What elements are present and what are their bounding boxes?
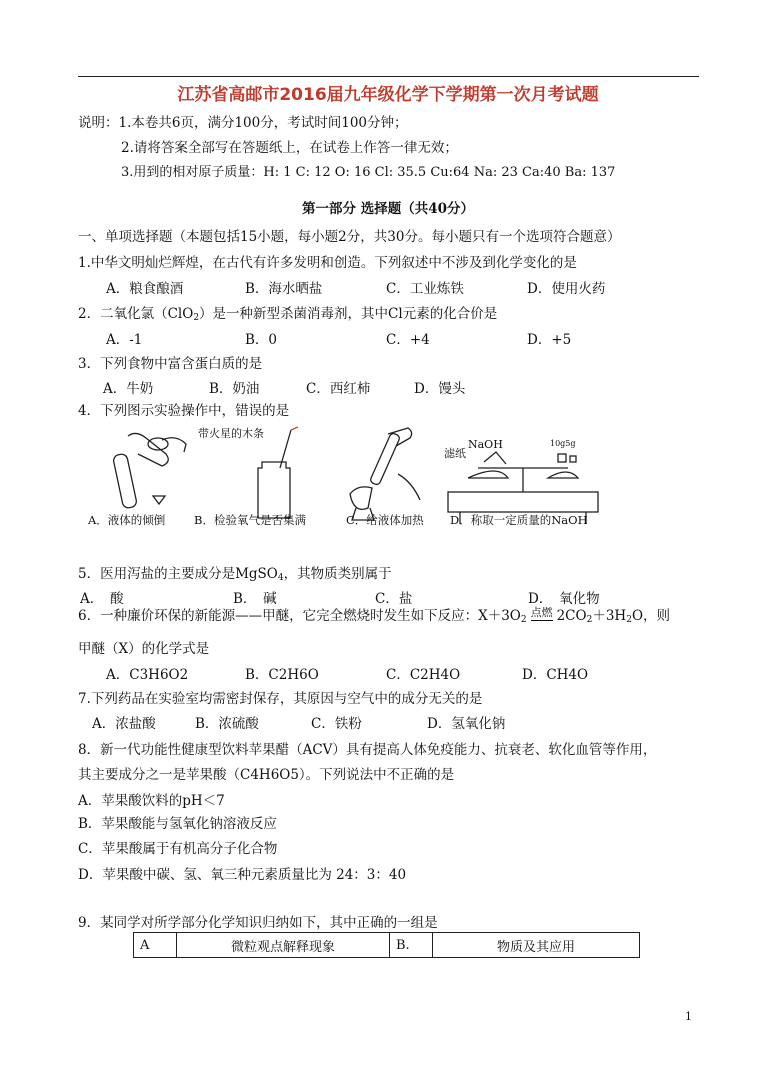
q4-caption-d: D．称取一定质量的NaOH [450, 513, 588, 527]
q4-caption-b: B．检验氧气是否集满 [194, 513, 306, 527]
q4-label-weights: 10g5g [550, 439, 576, 448]
q1-option-b: B．海水晒盐 [245, 281, 323, 297]
q2-option-c: C．+4 [386, 332, 430, 348]
q4-lab-diagram [88, 424, 618, 534]
q8-option-c: C．苹果酸属于有机高分子化合物 [78, 841, 278, 857]
q7-stem: 7.下列药品在实验室均需密封保存，其原因与空气中的成分无关的是 [78, 691, 483, 707]
q7-option-c: C．铁粉 [311, 716, 362, 732]
q1-option-c: C．工业炼铁 [386, 281, 464, 297]
q5-option-c: C．盐 [375, 591, 413, 607]
q5-stem: 5．医用泻盐的主要成分是MgSO$_4$，其物质类别属于 [78, 566, 392, 583]
q8-option-d: D．苹果酸中碳、氢、氧三种元素质量比为 24：3：40 [78, 867, 407, 883]
q8-stem-line-1: 8．新一代功能性健康型饮料苹果醋（ACV）具有提高人体免疫能力、抗衰老、软化血管等作用， [78, 742, 657, 758]
q4-caption-c: C．给液体加热 [346, 513, 424, 527]
q7-option-b: B．浓硫酸 [195, 716, 259, 732]
q6-stem-line-2: 甲醚（X）的化学式是 [78, 641, 210, 657]
liquid-heating-illustration [350, 428, 420, 520]
q4-label-naoh: NaOH [468, 438, 503, 451]
q3-option-a: A．牛奶 [103, 381, 154, 397]
q9-cell-a: A [134, 933, 177, 958]
section-title: 第一部分 选择题（共40分） [302, 201, 474, 217]
q6-option-d: D．CH4O [522, 667, 589, 683]
q4-stem: 4．下列图示实验操作中，错误的是 [78, 403, 290, 419]
q4-label-filter-paper: 滤纸 [444, 447, 466, 460]
q9-cell-b: B. [390, 933, 433, 958]
q7-option-d: D．氢氧化钠 [427, 716, 506, 732]
q8-option-b: B．苹果酸能与氢氧化钠溶液反应 [78, 816, 277, 832]
q6-reaction-condition: 点燃 [530, 606, 553, 619]
q5-option-b: B． 碱 [233, 591, 277, 607]
table-row [134, 933, 640, 958]
header-rule [78, 76, 699, 77]
q9-cell-b-head: 物质及其应用 [433, 933, 640, 958]
q2-option-a: A．-1 [106, 332, 143, 348]
q8-stem-line-2: 其主要成分之一是苹果酸（C4H6O5）。下列说法中不正确的是 [78, 767, 455, 783]
oxygen-check-illustration [258, 427, 298, 518]
q6-option-a: A．C3H6O2 [106, 667, 189, 683]
q8-option-a: A．苹果酸饮料的pH＜7 [78, 793, 225, 809]
q6-stem-line-1: 6．一种廉价环保的新能源——甲醚，它完全燃烧时发生如下反应：$X+3O_2$点燃 $2CO_2+3H_2O$，则 [78, 606, 671, 625]
q1-stem: 1.中华文明灿烂辉煌，在古代有许多发明和创造。下列叙述中不涉及到化学变化的是 [78, 255, 577, 271]
q9-stem: 9．某同学对所学部分化学知识归纳如下，其中正确的一组是 [78, 915, 438, 931]
q4-label-splint: 带火星的木条 [198, 427, 264, 440]
q2-option-d: D．+5 [527, 332, 572, 348]
q1-option-a: A．粮食酿酒 [106, 281, 184, 297]
page-number: 1 [685, 1010, 692, 1023]
liquid-pouring-illustration [113, 433, 186, 508]
q7-option-a: A．浓盐酸 [92, 716, 156, 732]
q2-stem: 2．二氧化氯（ClO$_2$）是一种新型杀菌消毒剂，其中Cl元素的化合价是 [78, 306, 498, 323]
note-2: 2.请将答案全部写在答题纸上，在试卷上作答一律无效； [121, 140, 458, 156]
q4-caption-a: A．液体的倾倒 [88, 513, 166, 527]
part-intro: 一、单项选择题（本题包括15小题，每小题2分，共30分。每小题只有一个选项符合题意） [78, 229, 621, 245]
q2-option-b: B．0 [245, 332, 278, 348]
note-1: 说明：1.本卷共6页，满分100分，考试时间100分钟； [78, 115, 408, 131]
q3-option-b: B．奶油 [209, 381, 260, 397]
q3-option-c: C．西红柿 [306, 381, 371, 397]
page-title: 江苏省高邮市2016届九年级化学下学期第一次月考试题 [177, 85, 599, 105]
q3-option-d: D．馒头 [414, 381, 466, 397]
q9-table [133, 932, 640, 958]
note-3: 3.用到的相对原子质量：H: 1 C: 12 O: 16 Cl: 35.5 Cu:64 Na: 23 Ca:40 Ba: 137 [121, 165, 616, 180]
q9-cell-a-head: 微粒观点解释现象 [177, 933, 390, 958]
q5-option-d: D． 氧化物 [528, 591, 600, 607]
q3-stem: 3．下列食物中富含蛋白质的是 [78, 356, 263, 372]
q6-option-b: B．C2H6O [245, 667, 319, 683]
q1-option-d: D．使用火药 [527, 281, 606, 297]
q5-option-a: A． 酸 [80, 591, 124, 607]
q6-option-c: C．C2H4O [386, 667, 461, 683]
